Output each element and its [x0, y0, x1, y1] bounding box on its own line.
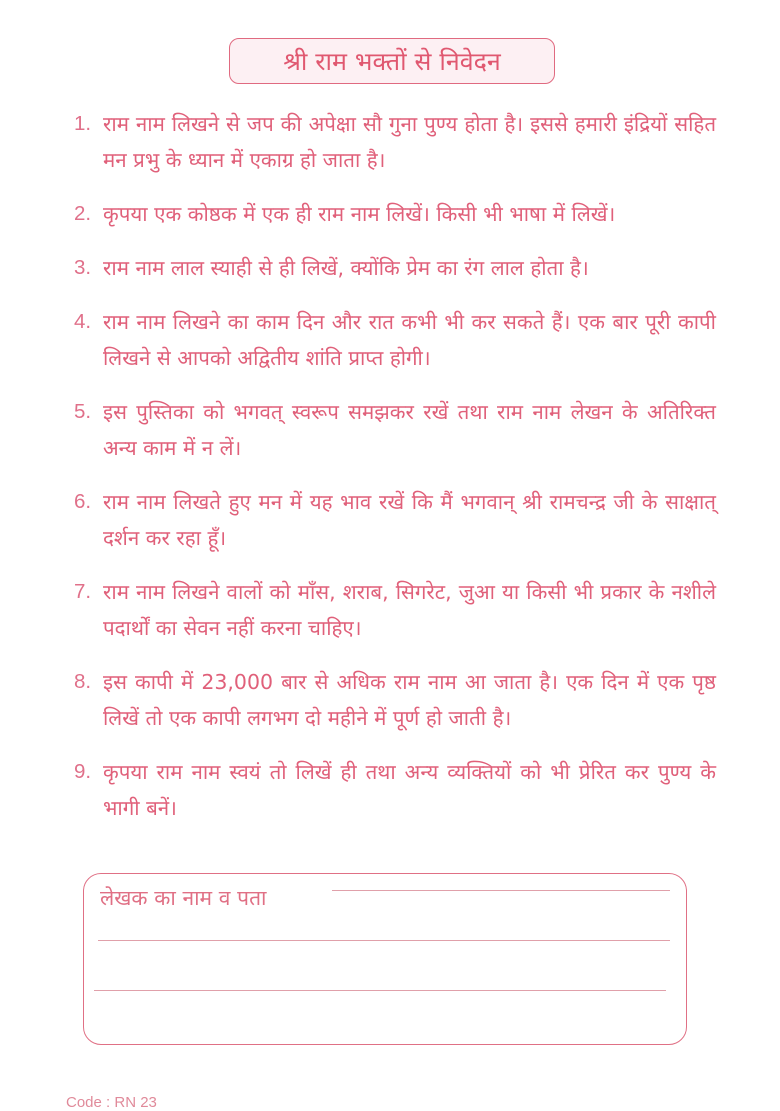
item-text: राम नाम लिखते हुए मन में यह भाव रखें कि मैं भगवान् श्री रामचन्द्र जी के साक्षात् दर्शन कर रहा हूँ।: [103, 490, 716, 550]
list-item: [74, 304, 716, 376]
title-box: [229, 38, 555, 84]
instruction-list: [74, 106, 716, 844]
author-address-box: [83, 873, 687, 1045]
author-address-label: लेखक का नाम व पता: [100, 886, 267, 910]
item-text: इस पुस्तिका को भगवत् स्वरूप समझकर रखें तथा राम नाम लेखन के अतिरिक्त अन्य काम में न लें।: [103, 400, 716, 460]
address-line-3[interactable]: [94, 990, 666, 991]
item-text: कृपया एक कोष्ठक में एक ही राम नाम लिखें। किसी भी भाषा में लिखें।: [103, 202, 616, 226]
list-item: [74, 664, 716, 736]
item-text: राम नाम लाल स्याही से ही लिखें, क्योंकि प्रेम का रंग लाल होता है।: [103, 256, 589, 280]
list-item: [74, 574, 716, 646]
address-line-1[interactable]: [332, 890, 670, 891]
item-number: 2.: [74, 202, 92, 225]
product-code: Code : RN 23: [66, 1094, 157, 1111]
list-item: [74, 484, 716, 556]
item-number: 1.: [74, 112, 92, 135]
page-title: श्री राम भक्तों से निवेदन: [283, 47, 501, 76]
item-text: कृपया राम नाम स्वयं तो लिखें ही तथा अन्य व्यक्तियों को भी प्रेरित कर पुण्य के भागी बनें।: [103, 760, 716, 820]
list-item: [74, 106, 716, 178]
item-number: 6.: [74, 490, 92, 513]
item-number: 8.: [74, 670, 92, 693]
list-item: [74, 250, 716, 286]
item-number: 3.: [74, 256, 92, 279]
item-number: 7.: [74, 580, 92, 603]
item-number: 9.: [74, 760, 92, 783]
item-number: 5.: [74, 400, 92, 423]
list-item: [74, 196, 716, 232]
item-text: राम नाम लिखने से जप की अपेक्षा सौ गुना पुण्य होता है। इससे हमारी इंद्रियों सहित मन प्रभु के ध्यान में एकाग्र हो जाता है।: [103, 112, 716, 172]
address-line-2[interactable]: [98, 940, 670, 941]
item-text: इस कापी में 23,000 बार से अधिक राम नाम आ जाता है। एक दिन में एक पृष्ठ लिखें तो एक कापी लगभग दो महीने में पूर्ण हो जाती है।: [103, 670, 716, 730]
item-number: 4.: [74, 310, 92, 333]
list-item: [74, 394, 716, 466]
list-item: [74, 754, 716, 826]
item-text: राम नाम लिखने का काम दिन और रात कभी भी कर सकते हैं। एक बार पूरी कापी लिखने से आपको अद्वितीय शांति प्राप्त होगी।: [103, 310, 716, 370]
item-text: राम नाम लिखने वालों को माँस, शराब, सिगरेट, जुआ या किसी भी प्रकार के नशीले पदार्थों का सेवन नहीं करना चाहिए।: [103, 580, 716, 640]
